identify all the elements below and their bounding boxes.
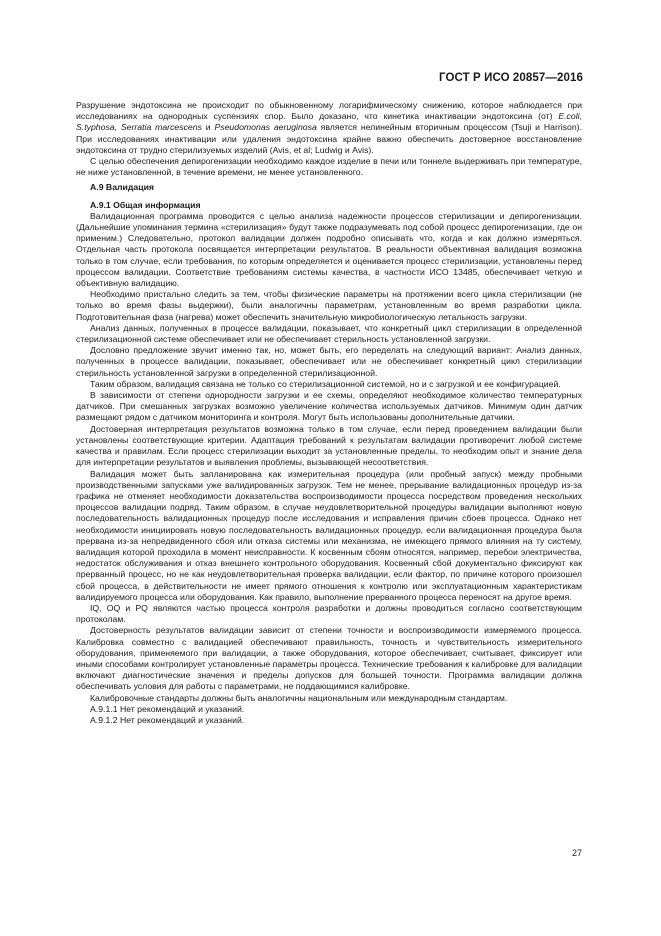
- clause-a912: А.9.1.2 Нет рекомендаций и указаний.: [90, 714, 245, 725]
- paragraph-validation-program: Валидационная программа проводится с целью анализа надежности процессов стерилизации и депирогенизации. (Дальнейшие упоминания термина «стерилизация» будут также подразумевать под собой процесс депирогенизации, где он применим.) Следовательно, протокол валидации должен подробно описывать что, когда и как должно измеряться. Отдельная часть протокола посвящается интерпретации результатов. В реальности объективная валидация возможна только в том случае, если требования, по которым определяется и оценивается процесс стерилизации, установлены перед процессом валидации. Соответствие требованиям системы качества, в частности ИСО 13485, обеспечивает четкую и объективную валидацию.: [76, 210, 582, 289]
- paragraph-iq-oq-pq: IQ, OQ и PQ являются частью процесса контроля разработки и должны проводиться согласно соответствующим протоколам.: [76, 602, 582, 625]
- paragraph-calibration-standards: Калибровочные стандарты должны быть аналогичны национальным или международным стандартам.: [90, 692, 508, 703]
- paragraph-load-configuration: Таким образом, валидация связана не только со стерилизационной системой, но и с загрузкой и ее конфигурацией.: [90, 378, 561, 389]
- paragraph-endotoxin-destruction: [76, 100, 582, 156]
- page-number: 27: [572, 848, 583, 858]
- section-heading-a9: А.9 Валидация: [90, 182, 154, 193]
- paragraph-calibration: Достоверность результатов валидации зависит от степени точности и воспроизводимости измеряемого процесса. Калибровка совместно с валидацией обеспечивают правильность, точность и чувствительность измерительного оборудования, применяемого при валидации, а также оборудования, которое обеспечивает, считывает, фиксирует или иными способами контролирует установленные параметры процесса. Технические требования к калибровке для валидации включают диагностические значения и пределы допусков для большей точности. Программа валидации должна обеспечивать условия для работы с параметрами, не поддающимися калибровке.: [76, 625, 582, 692]
- paragraph-text: Разрушение эндотоксина не происходит по обыкновенному логарифмическому снижению, которое наблюдается при исследованиях на однородных суспензиях спор. Было доказано, что кинетика инактивации эндотоксина (от): [76, 100, 582, 122]
- page-header-title: ГОСТ Р ИСО 20857—2016: [438, 72, 583, 84]
- paragraph-physical-parameters: Необходимо пристально следить за тем, чтобы физические параметры на протяжении всего цикла стерилизации (не только во время фазы выдержки), были аналогичны параметрам, установленным во время разработки цикла. Подготовительная фаза (нагрева) может обеспечить значительную микробиологическую летальность загрузки.: [76, 289, 582, 322]
- paragraph-depyrogenation: С целью обеспечения депирогенизации необходимо каждое изделие в печи или тоннеле выдерживать при температуре, не ниже установленной, в течение времени, не менее установленного.: [76, 156, 582, 178]
- conjunction: и: [201, 122, 215, 133]
- paragraph-rephrase-note: Дословно предложение звучит именно так, но, может быть, его переделать на следующий вариант: Анализ данных, полученных в процессе валидации, показывает, обеспечивает или не обеспечивает конкретный цикл стерилизации стерильность установленной загрузки в определенной стерилизационной.: [76, 345, 582, 378]
- document-body: [76, 100, 582, 726]
- paragraph-data-analysis: Анализ данных, полученных в процессе валидации, показывает, что конкретный цикл стерилизации в определенной стерилизационной системе обеспечивает или не обеспечивает стерильность установленной загрузки.: [76, 322, 582, 345]
- paragraph-validation-scheduling: Валидация может быть запланирована как измерительная процедура (или пробный запуск) между пробными производственными запусками уже валидированных загрузок. Тем не менее, прерывание валидационных процедур из-за графика не отменяет необходимости доказательства воспроизводимости процесса посредством проведения нескольких процессов валидации подряд. Таким образом, в случае неудовлетворительной процедуры валидации выполняют новую последовательность валидационных процедур после исследования и исправления причин сбоев процесса. Однако нет необходимости инициировать новую последовательность валидационных процедур, если валидационная процедура была прервана из-за непредвиденного сбоя или отказа системы или механизма, не имеющего прямого влияния на ту систему, валидация которой проходила в момент неисправности. К косвенным сбоям относятся, например, перебои электричества, недостаток обслуживания и отказ внешнего контрольного оборудования. Косвенный сбой документально фиксируют как прерванный процесс, но не как неудовлетворительная проверка валидации, если фактор, по причине которого произошел сбой процесса, в действительности не имеет прямого отношения к контролю или эксплуатационным характеристикам валидируемого процесса или оборудования. Как правило, выполнение прерванного процесса переносят на другое время.: [76, 468, 582, 602]
- paragraph-text: является нелинейным вторичным процессом (Tsuji и Harrison). При исследованиях инактивации или удаления эндотоксина крайне важно обеспечить достоверное восстановление эндотоксина от трудно стерилизуемых изделий (Avis, et al; Ludwig и Avis).: [76, 122, 582, 155]
- paragraph-interpretation: Достоверная интерпретация результатов возможна только в том случае, если перед проведением валидации были установлены соответствующие критерии. Адаптация требований к результатам валидации противоречит любой системе качества и правилам. Если процесс стерилизации выходит за установленные пределы, то необходим опыт и знание дела для интерпретации результатов и выявления проблемы, вызывающей несоответствия.: [76, 423, 582, 468]
- clause-a911: А.9.1.1 Нет рекомендаций и указаний.: [90, 703, 245, 714]
- subsection-heading-a91: А.9.1 Общая информация: [90, 199, 201, 210]
- organism-name: Pseudomonas aeruginosa: [214, 122, 317, 133]
- organism-names: E.coli, S.typhosa, Serratia marcescens: [76, 111, 582, 133]
- paragraph-temperature-sensors: В зависимости от степени однородности загрузки и ее схемы, определяют необходимое количество температурных датчиков. При смешанных загрузках возможно увеличение количества используемых датчиков. Минимум один датчик размещают рядом с датчиком мониторинга и контроля. Могут быть использованы дополнительные датчики.: [76, 390, 582, 423]
